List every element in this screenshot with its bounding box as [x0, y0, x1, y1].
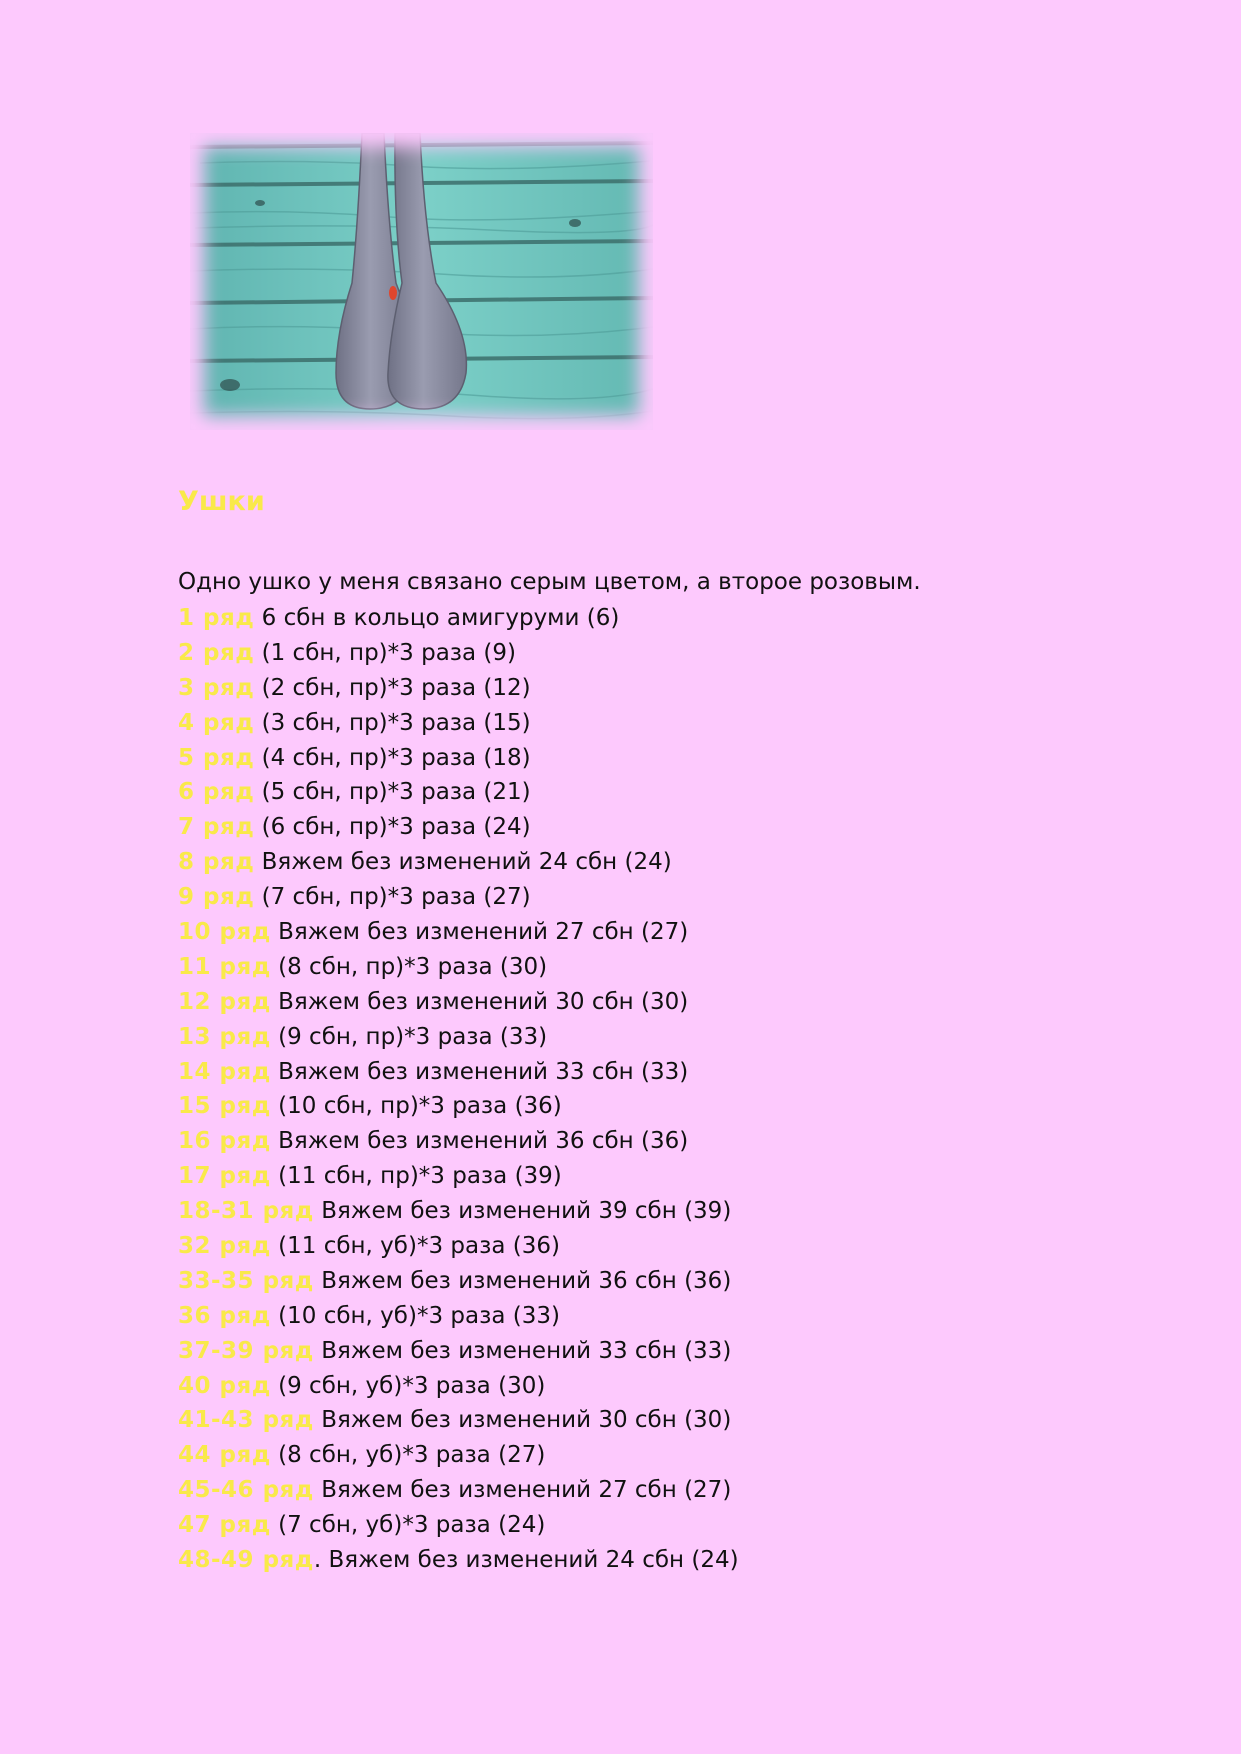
row-separator: [254, 884, 261, 910]
row-instruction: (7 сбн, уб)*3 раза (24): [278, 1512, 546, 1539]
row-instruction: Вяжем без изменений 36 сбн (36): [321, 1267, 732, 1294]
pattern-row: [178, 601, 739, 636]
row-label: 41-43 ряд: [178, 1407, 314, 1434]
row-instruction: Вяжем без изменений 27 сбн (27): [278, 919, 689, 946]
pattern-row: [178, 1299, 739, 1334]
section-heading: Ушки: [178, 486, 265, 517]
pattern-row: [178, 810, 739, 845]
row-separator: [254, 605, 261, 631]
row-instruction: (7 сбн, пр)*3 раза (27): [261, 884, 531, 911]
row-label: 12 ряд: [178, 988, 271, 1015]
pattern-row: [178, 1055, 739, 1090]
row-separator: [254, 710, 261, 736]
row-label: 1 ряд: [178, 605, 255, 631]
pattern-row: [178, 741, 739, 776]
pattern-row: [178, 1159, 739, 1194]
row-label: 33-35 ряд: [178, 1267, 314, 1294]
row-instruction: (11 сбн, пр)*3 раза (39): [278, 1163, 562, 1190]
row-label: 48-49 ряд: [178, 1547, 314, 1574]
row-label: 13 ряд: [178, 1023, 271, 1050]
row-instruction: (2 сбн, пр)*3 раза (12): [261, 674, 531, 701]
row-label: 8 ряд: [178, 849, 255, 876]
ears-photo: [190, 133, 653, 430]
pattern-row: [178, 636, 739, 671]
row-label: 45-46 ряд: [178, 1477, 314, 1504]
row-instruction: Вяжем без изменений 27 сбн (27): [321, 1477, 732, 1504]
pattern-row: [178, 1438, 739, 1473]
row-label: 18-31 ряд: [178, 1198, 314, 1225]
pattern-row: [178, 985, 739, 1020]
pattern-row: [178, 1334, 739, 1369]
pattern-row: [178, 845, 739, 880]
row-label: 11 ряд: [178, 953, 271, 980]
row-label: 47 ряд: [178, 1512, 271, 1539]
row-separator: [254, 675, 261, 701]
intro-paragraph: Одно ушко у меня связано серым цветом, а второе розовым.: [178, 569, 921, 595]
pattern-row: [178, 1403, 739, 1438]
pattern-row: [178, 1264, 739, 1299]
pattern-row: [178, 1369, 739, 1404]
pattern-row: [178, 1020, 739, 1055]
row-separator: [254, 814, 261, 840]
row-instruction: Вяжем без изменений 24 сбн (24): [261, 849, 672, 876]
row-label: 36 ряд: [178, 1302, 271, 1329]
pattern-row: [178, 1194, 739, 1229]
row-instruction: (10 сбн, уб)*3 раза (33): [278, 1302, 560, 1329]
row-instruction: (8 сбн, уб)*3 раза (27): [278, 1442, 546, 1469]
row-label: 10 ряд: [178, 919, 271, 946]
pattern-row: [178, 706, 739, 741]
row-label: 7 ряд: [178, 814, 255, 841]
row-instruction: Вяжем без изменений 39 сбн (39): [321, 1198, 732, 1225]
row-instruction: Вяжем без изменений 33 сбн (33): [278, 1058, 689, 1085]
pattern-row: [178, 1543, 739, 1578]
pattern-row: [178, 1473, 739, 1508]
row-label: 5 ряд: [178, 744, 255, 771]
row-instruction: (5 сбн, пр)*3 раза (21): [261, 779, 531, 806]
pattern-rows-list: [178, 601, 739, 1578]
pattern-row: [178, 1229, 739, 1264]
row-label: 40 ряд: [178, 1372, 271, 1399]
row-instruction: (4 сбн, пр)*3 раза (18): [261, 744, 531, 771]
row-instruction: Вяжем без изменений 36 сбн (36): [278, 1128, 689, 1155]
row-label: 37-39 ряд: [178, 1337, 314, 1364]
row-label: 9 ряд: [178, 884, 255, 911]
row-instruction: (8 сбн, пр)*3 раза (30): [278, 953, 548, 980]
row-instruction: (9 сбн, пр)*3 раза (33): [278, 1023, 548, 1050]
pattern-row: [178, 880, 739, 915]
row-instruction: Вяжем без изменений 30 сбн (30): [278, 988, 689, 1015]
row-instruction: (6 сбн, пр)*3 раза (24): [261, 814, 531, 841]
row-label: 14 ряд: [178, 1058, 271, 1085]
row-instruction: Вяжем без изменений 24 сбн (24): [328, 1547, 739, 1574]
row-label: 15 ряд: [178, 1093, 271, 1120]
pattern-row: [178, 775, 739, 810]
row-instruction: (3 сбн, пр)*3 раза (15): [261, 709, 531, 736]
pattern-row: [178, 1508, 739, 1543]
row-label: 4 ряд: [178, 709, 255, 736]
pattern-row: [178, 915, 739, 950]
pattern-row: [178, 1089, 739, 1124]
row-separator: [254, 640, 261, 666]
row-label: 44 ряд: [178, 1442, 271, 1469]
row-label: 16 ряд: [178, 1128, 271, 1155]
pattern-row: [178, 671, 739, 706]
row-instruction: 6 сбн в кольцо амигуруми (6): [261, 605, 620, 631]
row-instruction: (11 сбн, уб)*3 раза (36): [278, 1233, 560, 1260]
row-instruction: (1 сбн, пр)*3 раза (9): [261, 639, 517, 666]
row-label: 6 ряд: [178, 779, 255, 806]
row-label: 17 ряд: [178, 1163, 271, 1190]
pattern-row: [178, 1124, 739, 1159]
row-separator: [254, 779, 261, 805]
pattern-row: [178, 950, 739, 985]
row-instruction: (10 сбн, пр)*3 раза (36): [278, 1093, 562, 1120]
ears-photo-image: [190, 133, 653, 430]
row-instruction: Вяжем без изменений 30 сбн (30): [321, 1407, 732, 1434]
row-instruction: Вяжем без изменений 33 сбн (33): [321, 1337, 732, 1364]
row-label: 32 ряд: [178, 1233, 271, 1260]
row-separator: .: [313, 1547, 329, 1574]
row-label: 3 ряд: [178, 674, 255, 701]
row-label: 2 ряд: [178, 639, 255, 666]
row-separator: [254, 745, 261, 771]
row-separator: [254, 849, 261, 875]
row-instruction: (9 сбн, уб)*3 раза (30): [278, 1372, 546, 1399]
